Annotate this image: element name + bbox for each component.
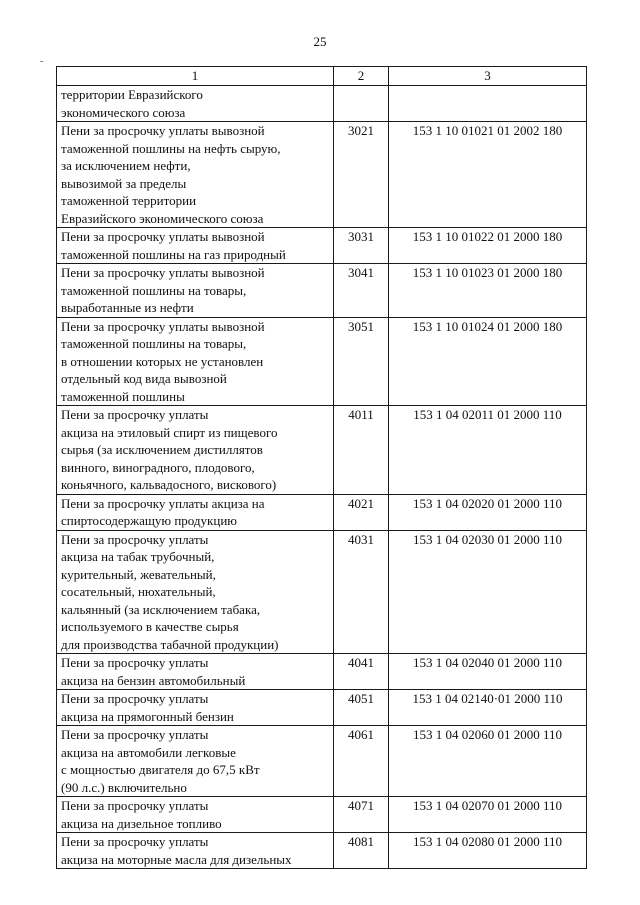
row-budget-classification-code: 153 1 04 02020 01 2000 110 <box>389 494 587 530</box>
row-description: Пени за просрочку уплаты акциза на прямогонный бензин <box>57 690 334 726</box>
table-row <box>57 317 587 406</box>
row-description: Пени за просрочку уплаты акциза на табак трубочный, курительный, жевательный, сосательный, нюхательный, кальянный (за исключением табака, используемого в качестве сырья для производства табачной продукции) <box>57 530 334 654</box>
row-code: 4081 <box>334 833 389 869</box>
row-budget-classification-code: 153 1 04 02030 01 2000 110 <box>389 530 587 654</box>
scan-mark: ‑ <box>40 56 44 67</box>
table-row <box>57 86 587 122</box>
row-description: Пени за просрочку уплаты акциза на этиловый спирт из пищевого сырья (за исключением дистиллятов винного, виноградного, плодового, коньячного, кальвадосного, вискового) <box>57 406 334 495</box>
row-budget-classification-code: 153 1 04 02080 01 2000 110 <box>389 833 587 869</box>
row-budget-classification-code: 153 1 10 01023 01 2000 180 <box>389 264 587 318</box>
row-budget-classification-code: 153 1 10 01024 01 2000 180 <box>389 317 587 406</box>
row-description: Пени за просрочку уплаты вывозной таможенной пошлины на товары, выработанные из нефти <box>57 264 334 318</box>
row-code: 3051 <box>334 317 389 406</box>
row-code: 4021 <box>334 494 389 530</box>
row-code: 4071 <box>334 797 389 833</box>
table-header <box>57 67 587 86</box>
table-body <box>57 86 587 869</box>
row-budget-classification-code: 153 1 10 01022 01 2000 180 <box>389 228 587 264</box>
row-code: 3021 <box>334 122 389 228</box>
row-description: Пени за просрочку уплаты вывозной таможенной пошлины на нефть сырую, за исключением нефти, вывозимой за пределы таможенной территории Евразийского экономического союза <box>57 122 334 228</box>
row-description: Пени за просрочку уплаты вывозной таможенной пошлины на газ природный <box>57 228 334 264</box>
row-description: территории Евразийского экономического союза <box>57 86 334 122</box>
row-description: Пени за просрочку уплаты акциза на спиртосодержащую продукцию <box>57 494 334 530</box>
table-row <box>57 406 587 495</box>
table-row <box>57 530 587 654</box>
row-code: 4011 <box>334 406 389 495</box>
row-code: 4031 <box>334 530 389 654</box>
row-budget-classification-code: 153 1 04 02070 01 2000 110 <box>389 797 587 833</box>
row-budget-classification-code: 153 1 04 02140·01 2000 110 <box>389 690 587 726</box>
row-code <box>334 86 389 122</box>
budget-code-table <box>56 66 587 869</box>
row-code: 4061 <box>334 726 389 797</box>
row-code: 3041 <box>334 264 389 318</box>
table-row <box>57 797 587 833</box>
column-header-1: 1 <box>57 67 334 86</box>
column-header-2: 2 <box>334 67 389 86</box>
table-row <box>57 654 587 690</box>
row-description: Пени за просрочку уплаты акциза на дизельное топливо <box>57 797 334 833</box>
table-row <box>57 228 587 264</box>
row-budget-classification-code: 153 1 04 02040 01 2000 110 <box>389 654 587 690</box>
row-budget-classification-code: 153 1 04 02011 01 2000 110 <box>389 406 587 495</box>
row-description: Пени за просрочку уплаты акциза на бензин автомобильный <box>57 654 334 690</box>
page-number: 25 <box>313 34 327 49</box>
table-row <box>57 726 587 797</box>
row-description: Пени за просрочку уплаты акциза на автомобили легковые с мощностью двигателя до 67,5 кВт (90 л.с.) включительно <box>57 726 334 797</box>
table-row <box>57 264 587 318</box>
row-code: 4041 <box>334 654 389 690</box>
row-code: 4051 <box>334 690 389 726</box>
table-row <box>57 833 587 869</box>
row-budget-classification-code: 153 1 04 02060 01 2000 110 <box>389 726 587 797</box>
row-description: Пени за просрочку уплаты акциза на моторные масла для дизельных <box>57 833 334 869</box>
table-row <box>57 122 587 228</box>
row-budget-classification-code: 153 1 10 01021 01 2002 180 <box>389 122 587 228</box>
table-row <box>57 494 587 530</box>
row-budget-classification-code <box>389 86 587 122</box>
column-header-3: 3 <box>389 67 587 86</box>
header-row <box>57 67 587 86</box>
row-code: 3031 <box>334 228 389 264</box>
row-description: Пени за просрочку уплаты вывозной таможенной пошлины на товары, в отношении которых не установлен отдельный код вида вывозной таможенной пошлины <box>57 317 334 406</box>
table-row <box>57 690 587 726</box>
